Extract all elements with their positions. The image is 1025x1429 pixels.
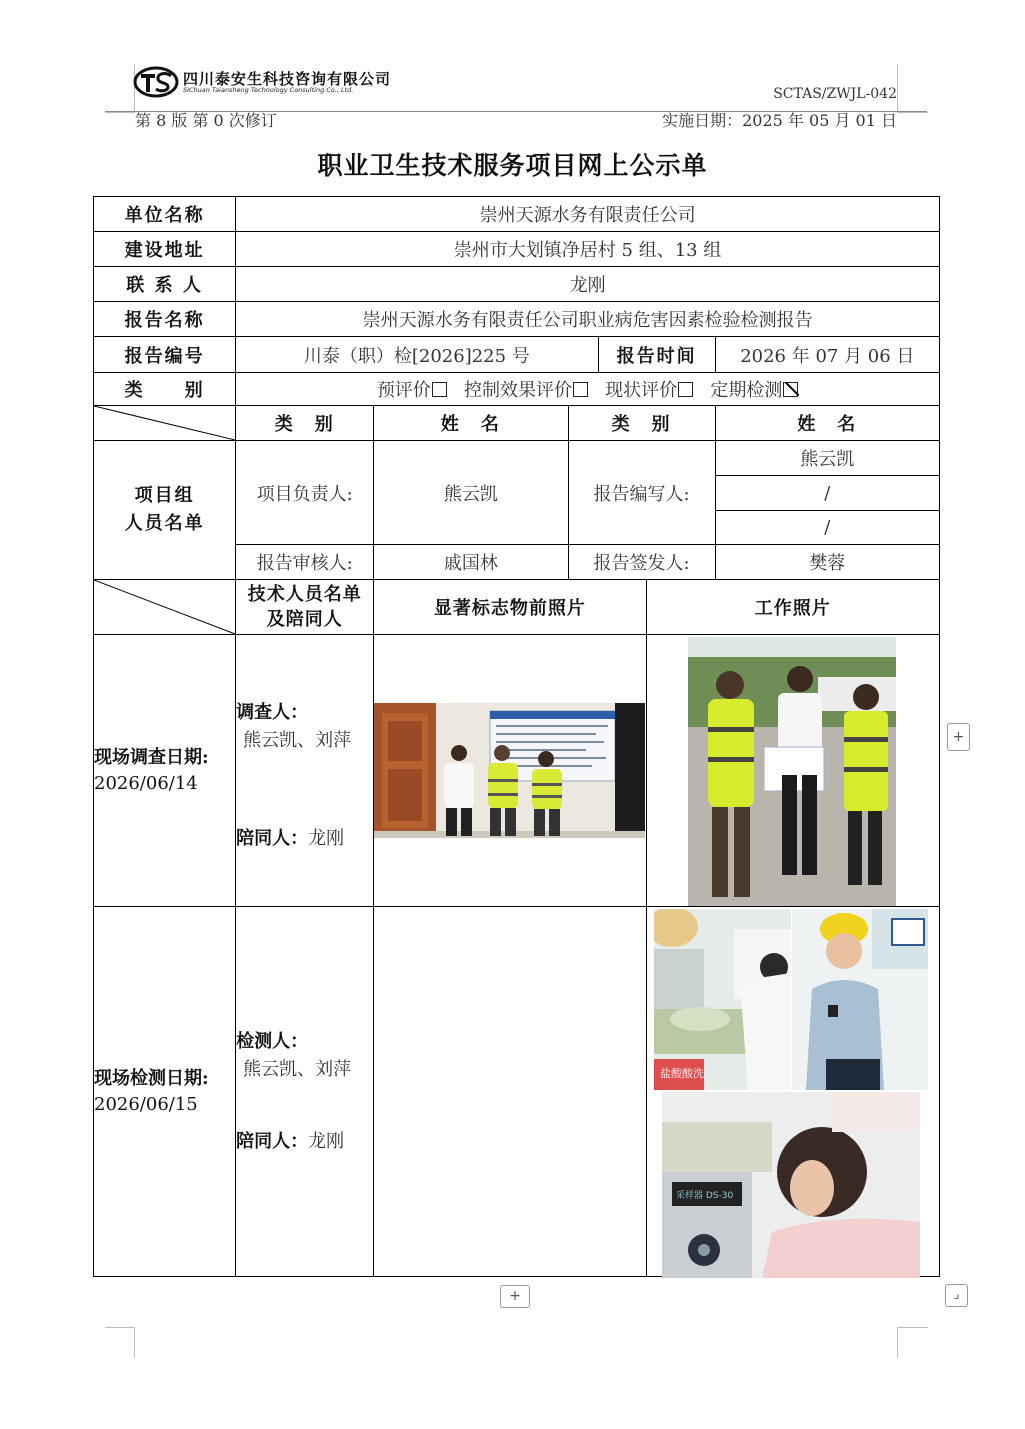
page-title: 职业卫生技术服务项目网上公示单 (317, 151, 708, 180)
add-column-button[interactable]: + (947, 723, 970, 751)
team-col-category-1: 类 别 (236, 406, 374, 441)
diagonal-header-cell-2 (94, 580, 236, 635)
landmark-photo-image (374, 703, 645, 838)
landmark-photo[interactable] (374, 703, 645, 838)
row-team-1 (94, 441, 940, 476)
survey-date[interactable]: 2026/06/14 (94, 772, 198, 794)
crop-mark-top-right (897, 64, 928, 113)
testing-date[interactable]: 2026/06/15 (94, 1093, 198, 1115)
survey-staff-cell (236, 635, 374, 907)
writer-name-3[interactable]: / (715, 511, 939, 545)
company-logo (133, 64, 453, 100)
testing-work-photo-2-image (792, 909, 928, 1090)
signer-name[interactable]: 樊蓉 (715, 545, 939, 580)
report-time-value[interactable]: 2026 年 07 月 06 日 (715, 337, 939, 373)
col-staff-header: 技术人员名单 及陪同人 (236, 580, 374, 635)
checkbox-status-evaluation[interactable] (678, 382, 693, 397)
survey-work-photo-image (688, 637, 896, 906)
survey-work-photo[interactable] (688, 637, 896, 906)
signer-label: 报告签发人: (568, 545, 715, 580)
option-pre-evaluation[interactable] (377, 380, 447, 401)
add-row-button[interactable]: + (500, 1285, 530, 1308)
testing-work-photo-2[interactable] (792, 909, 928, 1090)
diagonal-line (94, 406, 235, 440)
company-logo-icon (133, 64, 179, 100)
tester-label: 检测人： (236, 1030, 309, 1052)
table-resize-handle[interactable]: ⌟ (945, 1284, 968, 1307)
team-col-name-2: 姓 名 (715, 406, 939, 441)
leader-label: 项目负责人: (236, 441, 374, 545)
document-code: SCTAS/ZWJL-042 (773, 86, 897, 102)
reviewer-name[interactable]: 戚国林 (374, 545, 568, 580)
contact-value[interactable]: 龙刚 (236, 267, 940, 302)
report-time-label: 报告时间 (598, 337, 715, 373)
survey-date-cell (94, 635, 236, 907)
testing-work-photo-1[interactable] (654, 909, 791, 1090)
row-report-no (94, 337, 940, 373)
checkbox-periodic-testing[interactable] (783, 382, 798, 397)
category-label: 类 别 (94, 373, 236, 406)
testing-work-photo-1-image (654, 909, 791, 1090)
option-status-evaluation-label: 现状评价 (605, 380, 678, 401)
survey-companion-label: 陪同人： (236, 827, 309, 849)
version-info: 第 8 版 第 0 次修订 (135, 111, 277, 130)
sampler-screen-text: 采样器 DS-30 (676, 1191, 734, 1201)
row-category (94, 373, 940, 406)
testing-date-label: 现场检测日期: (94, 1067, 209, 1089)
diagonal-header-cell (94, 406, 236, 441)
leader-name[interactable]: 熊云凯 (374, 441, 568, 545)
row-contact (94, 267, 940, 302)
crop-mark-top-left (105, 64, 135, 113)
unit-value[interactable]: 崇州天源水务有限责任公司 (236, 197, 940, 232)
tester-names[interactable]: 熊云凯、刘萍 (243, 1058, 352, 1080)
crop-mark-bottom-left (105, 1327, 135, 1358)
testing-companion-name[interactable]: 龙刚 (308, 1130, 345, 1152)
option-control-effect-label: 控制效果评价 (463, 380, 572, 401)
team-col-name-1: 姓 名 (374, 406, 568, 441)
reagent-label: 盐酸酸洗 (660, 1067, 704, 1080)
option-control-effect[interactable] (464, 380, 588, 401)
report-no-value[interactable]: 川泰（职）检[2026]225 号 (236, 337, 598, 373)
company-name-cn: 四川泰安生科技咨询有限公司 (183, 70, 392, 88)
reviewer-label: 报告审核人: (236, 545, 374, 580)
company-name-en: SiChuan Taiansheng Technology Consulting Co., Ltd. (183, 86, 354, 94)
unit-label: 单位名称 (94, 197, 236, 232)
effective-date: 实施日期：2025 年 05 月 01 日 (662, 111, 897, 130)
report-name-label: 报告名称 (94, 302, 236, 337)
testing-companion-label: 陪同人： (236, 1130, 309, 1152)
option-periodic-testing-label: 定期检测 (710, 380, 783, 401)
investigator-names[interactable]: 熊云凯、刘萍 (243, 729, 352, 751)
checkbox-control-effect[interactable] (573, 382, 588, 397)
address-value[interactable]: 崇州市大划镇净居村 5 组、13 组 (236, 232, 940, 267)
row-unit (94, 197, 940, 232)
writer-name-2[interactable]: / (715, 476, 939, 511)
writer-name-1[interactable]: 熊云凯 (715, 441, 939, 476)
survey-companion-name[interactable]: 龙刚 (308, 827, 345, 849)
contact-label: 联 系 人 (94, 267, 236, 302)
address-label: 建设地址 (94, 232, 236, 267)
option-status-evaluation[interactable] (605, 380, 693, 401)
row-photo-header (94, 580, 940, 635)
category-options (236, 373, 940, 406)
survey-date-label: 现场调查日期: (94, 746, 209, 768)
testing-work-photo-3[interactable] (662, 1092, 920, 1278)
report-name-value[interactable]: 崇州天源水务有限责任公司职业病危害因素检验检测报告 (236, 302, 940, 337)
report-no-label: 报告编号 (94, 337, 236, 373)
testing-work-photo-3-image (662, 1092, 920, 1278)
row-address (94, 232, 940, 267)
testing-landmark-cell (374, 907, 646, 1277)
testing-staff-cell (236, 907, 374, 1277)
col-work-header: 工作照片 (646, 580, 939, 635)
team-row-label: 项目组 人员名单 (94, 441, 236, 580)
checkbox-pre-evaluation[interactable] (432, 382, 447, 397)
row-report-name (94, 302, 940, 337)
investigator-label: 调查人： (236, 701, 309, 723)
writer-label: 报告编写人: (568, 441, 715, 545)
testing-date-cell (94, 907, 236, 1277)
crop-mark-bottom-right (897, 1327, 928, 1358)
row-team-header (94, 406, 940, 441)
diagonal-line-2 (94, 580, 235, 634)
option-periodic-testing[interactable] (710, 380, 798, 401)
team-col-category-2: 类 别 (568, 406, 715, 441)
option-pre-evaluation-label: 预评价 (376, 380, 431, 401)
col-landmark-header: 显著标志物前照片 (374, 580, 646, 635)
